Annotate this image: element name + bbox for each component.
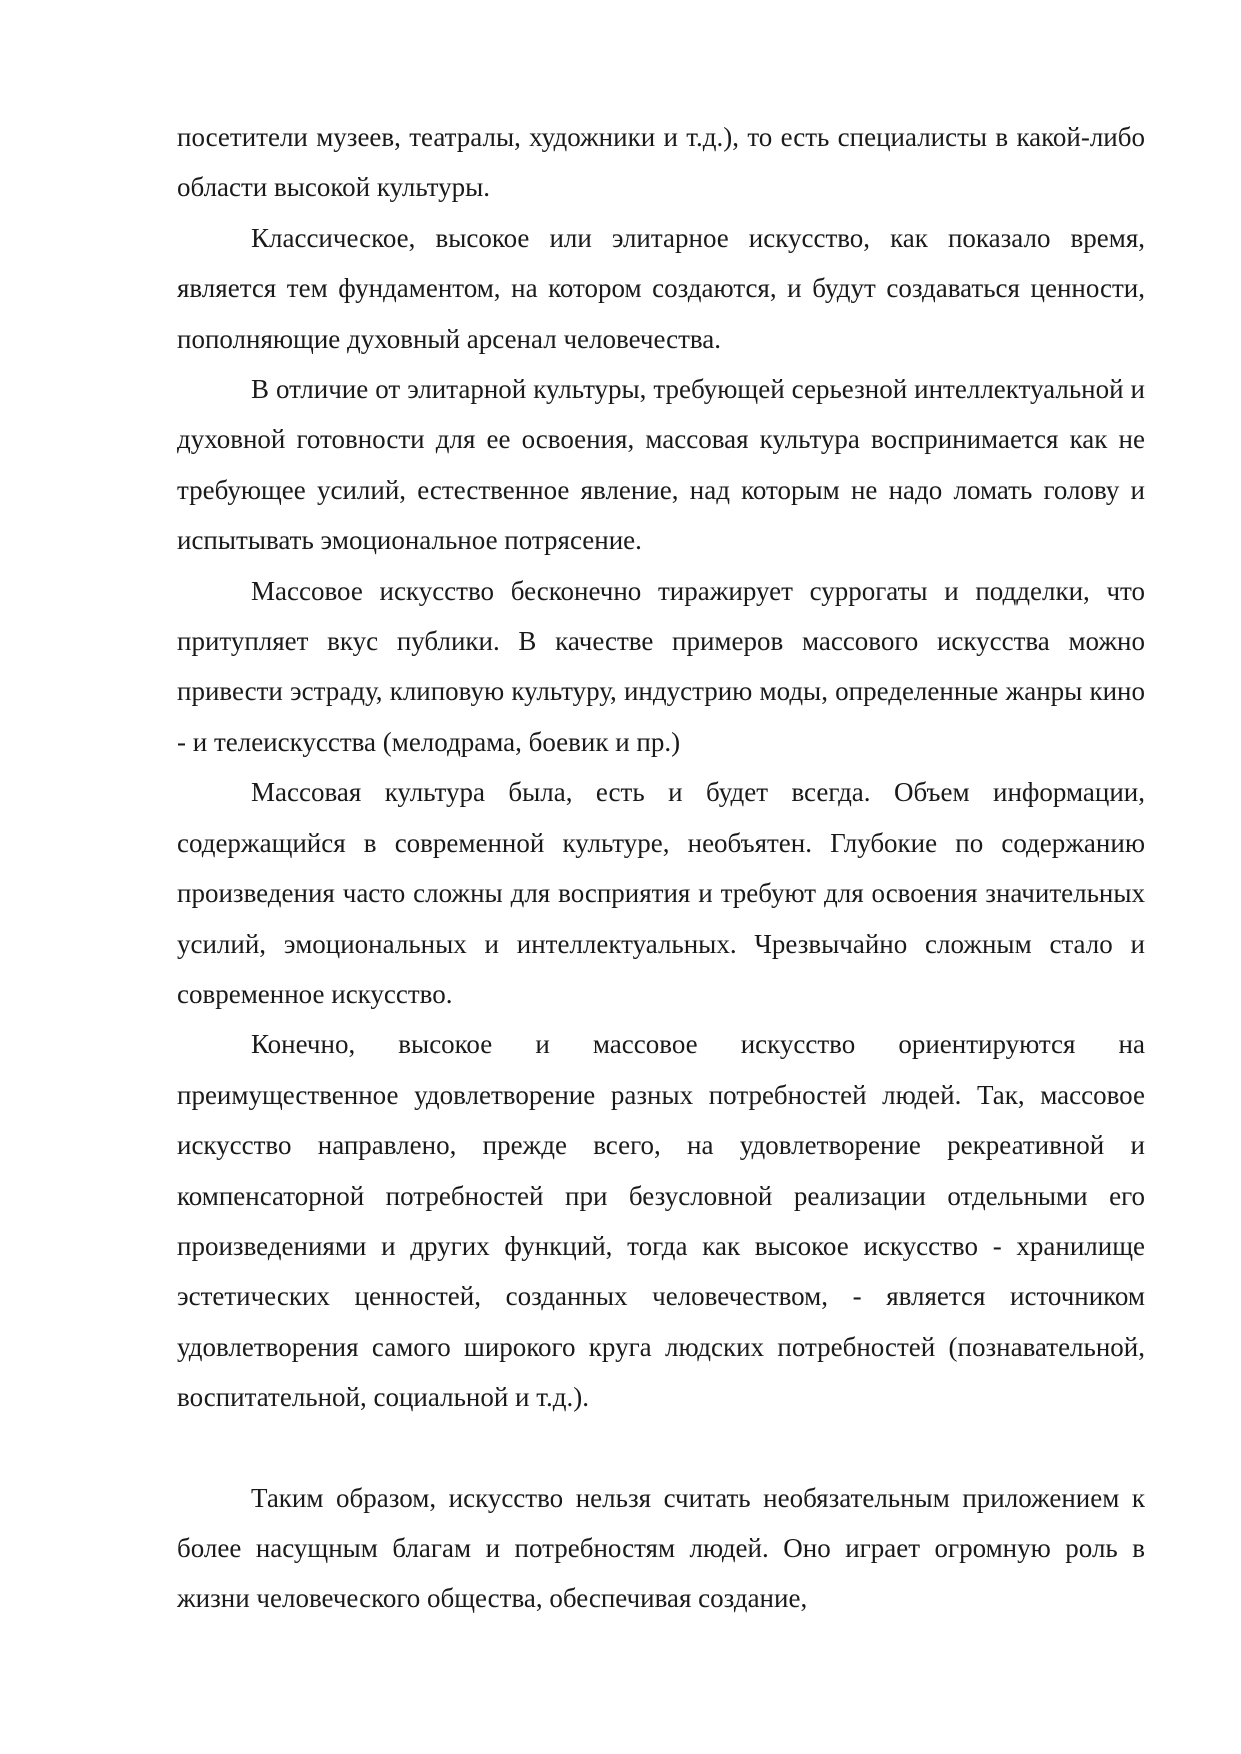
paragraph-needs: Конечно, высокое и массовое искусство ориентируются на преимущественное удовлетворение разных потребностей людей. Так, массовое искусство направлено, прежде всего, на удовлетворение рекреативной и компенсаторной потребностей при безусловной реализации отдельными его произведениями и других функций, тогда как высокое искусство - хранилище эстетических ценностей, созданных человечеством, - является источником удовлетворения самого широкого круга людских потребностей (познавательной, воспитательной, социальной и т.д.). <box>177 1029 1145 1413</box>
paragraph-mass-art-examples: Массовое искусство бесконечно тиражирует суррогаты и подделки, что притупляет вкус публики. В качестве примеров массового искусства можно привести эстраду, клиповую культуру, индустрию моды, определенные жанры кино - и телеискусства (мелодрама, боевик и пр.) <box>177 575 1145 757</box>
paragraph-classical-art: Классическое, высокое или элитарное искусство, как показало время, является тем фундаментом, на котором создаются, и будут создаваться ценности, пополняющие духовный арсенал человечества. <box>177 222 1145 354</box>
paragraph-mass-culture-contrast: В отличие от элитарной культуры, требующей серьезной интеллектуальной и духовной готовности для ее освоения, массовая культура воспринимается как не требующее усилий, естественное явление, над которым не надо ломать голову и испытывать эмоциональное потрясение. <box>177 374 1145 556</box>
document-body <box>177 112 1145 1624</box>
paragraph-continuation: посетители музеев, театралы, художники и т.д.), то есть специалисты в какой-либо области высокой культуры. <box>177 122 1145 203</box>
paragraph-conclusion: Таким образом, искусство нельзя считать необязательным приложением к более насущным благам и потребностям людей. Оно играет огромную роль в жизни человеческого общества, обеспечивая создание, <box>177 1482 1145 1614</box>
paragraph-mass-culture-always: Массовая культура была, есть и будет всегда. Объем информации, содержащийся в современной культуре, необъятен. Глубокие по содержанию произведения часто сложны для восприятия и требуют для освоения значительных усилий, эмоциональных и интеллектуальных. Чрезвычайно сложным стало и современное искусство. <box>177 777 1145 1009</box>
